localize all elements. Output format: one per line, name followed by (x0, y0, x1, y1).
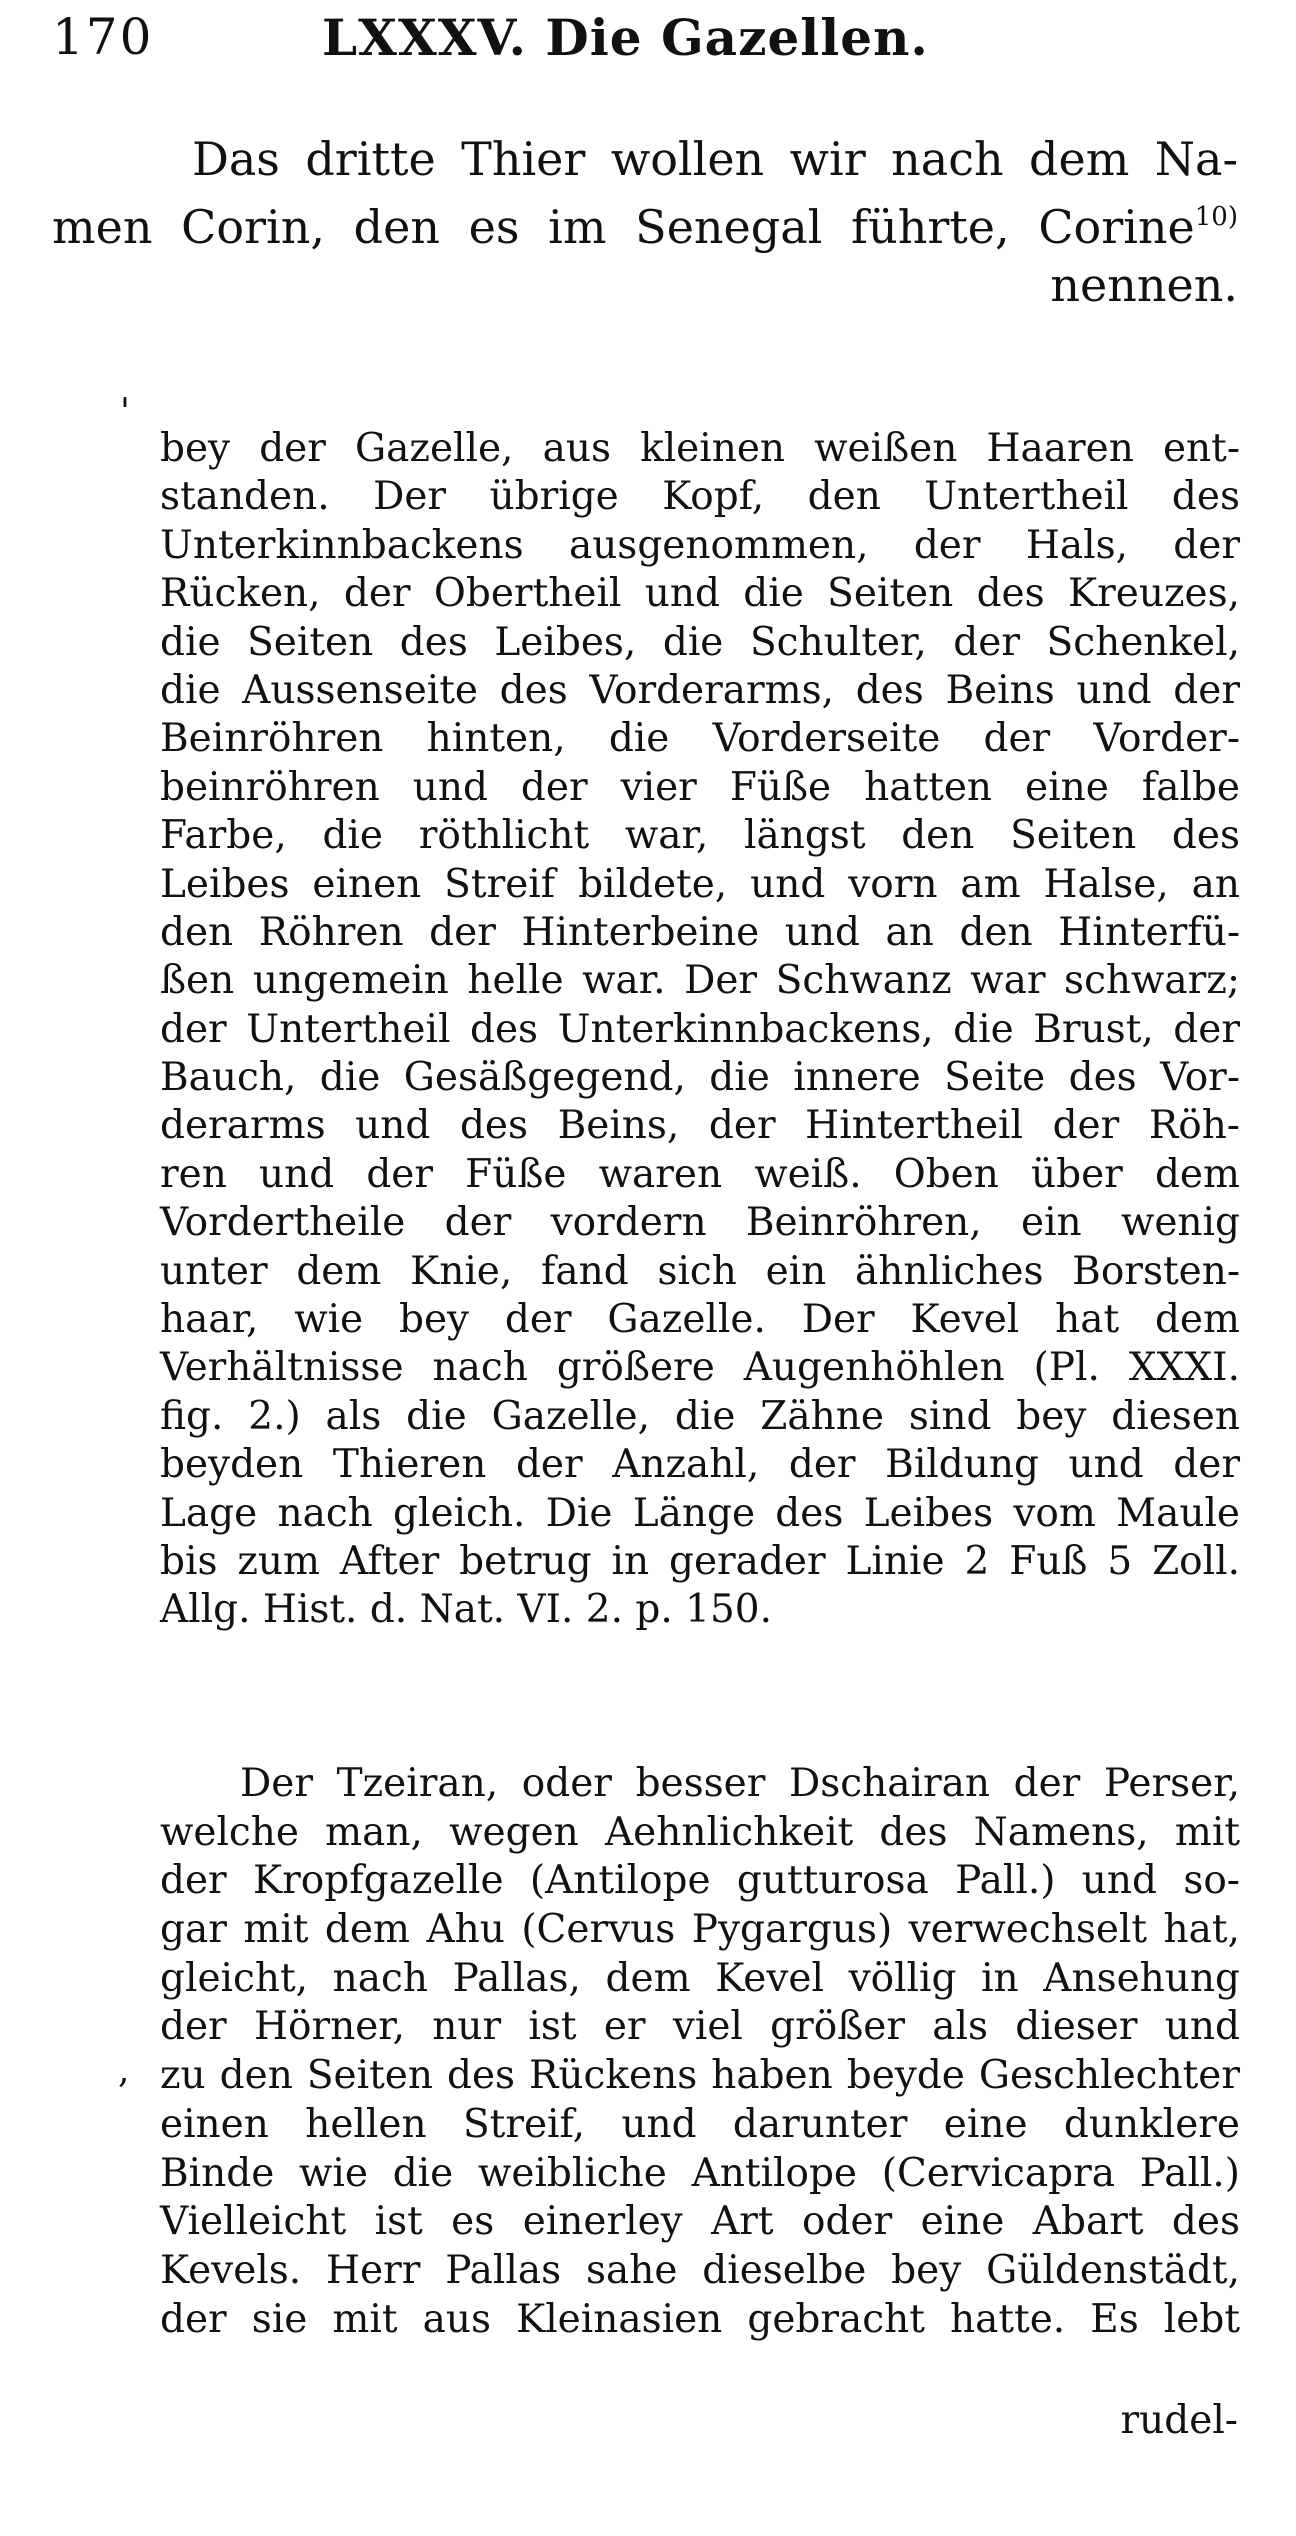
text-line: die Seiten des Leibes, die Schulter, der Schenkel, (160, 619, 1240, 665)
text-line: Kevels. Herr Pallas sahe dieselbe bey Güldenstädt, (160, 2247, 1240, 2293)
text-line: Rücken, der Obertheil und die Seiten des Kreuzes, (160, 571, 1240, 617)
text-line: bey der Gazelle, aus kleinen weißen Haaren ent- (160, 426, 1240, 471)
text-line: bis zum After betrug in gerader Linie 2 Fuß 5 Zoll. (160, 1538, 1240, 1584)
text-line: fig. 2.) als die Gazelle, die Zähne sind bey diesen (160, 1393, 1240, 1439)
intro-line: men Corin, den es im Senegal führte, Corine$^{10)}$ (52, 200, 1238, 254)
quoted-description (160, 425, 1240, 1635)
stray-ink-mark: , (118, 2050, 130, 2091)
text-line: Beinröhren hinten, die Vorderseite der Vorder- (160, 716, 1240, 762)
text-line: beyden Thieren der Anzahl, der Bildung und der (160, 1442, 1240, 1488)
intro-line: Das dritte Thier wollen wir nach dem Na- (192, 132, 1238, 186)
body-paragraph (160, 1760, 1240, 2344)
page-header (52, 8, 1252, 78)
text-line: der sie mit aus Kleinasien gebracht hatte. Es lebt (160, 2296, 1240, 2342)
text-line: die Aussenseite des Vorderarms, des Beins und der (160, 667, 1240, 713)
catchword: rudel- (1120, 2398, 1238, 2443)
text-line: Der Tzeiran, oder besser Dschairan der Perser, (240, 1761, 1240, 1806)
running-head: LXXXV. Die Gazellen. (322, 8, 929, 67)
text-line: einen hellen Streif, und darunter eine dunklere (160, 2101, 1240, 2147)
text-line: gleicht, nach Pallas, dem Kevel völlig in Ansehung (160, 1955, 1240, 2001)
text-line: Bauch, die Gesäßgegend, die innere Seite des Vor- (160, 1055, 1240, 1101)
text-line: beinröhren und der vier Füße hatten eine falbe (160, 764, 1240, 810)
text-line: ßen ungemein helle war. Der Schwanz war schwarz; (160, 958, 1240, 1004)
text-line: der Kropfgazelle (Antilope gutturosa Pall.) und so- (160, 1858, 1240, 1904)
text-line: unter dem Knie, fand sich ein ähnliches Borsten- (160, 1248, 1240, 1294)
text-line: den Röhren der Hinterbeine und an den Hinterfü- (160, 909, 1240, 955)
text-line: Leibes einen Streif bildete, und vorn am Halse, an (160, 861, 1240, 907)
text-line: ren und der Füße waren weiß. Oben über dem (160, 1151, 1240, 1197)
text-line: zu den Seiten des Rückens haben beyde Geschlechter (160, 2053, 1240, 2099)
stray-ink-mark: ' (120, 392, 130, 433)
text-line: Verhältnisse nach größere Augenhöhlen (Pl. XXXI. (160, 1345, 1240, 1391)
text-line: standen. Der übrige Kopf, den Untertheil des (160, 474, 1240, 520)
text-line: Vordertheile der vordern Beinröhren, ein wenig (160, 1200, 1240, 1246)
text-line: haar, wie bey der Gazelle. Der Kevel hat dem (160, 1297, 1240, 1343)
text-line: Farbe, die röthlicht war, längst den Seiten des (160, 813, 1240, 859)
text-line: welche man, wegen Aehnlichkeit des Namens, mit (160, 1809, 1240, 1855)
text-line: der Hörner, nur ist er viel größer als dieser und (160, 2004, 1240, 2050)
text-line: gar mit dem Ahu (Cervus Pygargus) verwechselt hat, (160, 1907, 1240, 1953)
intro-paragraph (52, 130, 1238, 314)
text-line: Lage nach gleich. Die Länge des Leibes vom Maule (160, 1490, 1240, 1536)
footnote-reference: 10) (1194, 202, 1238, 232)
intro-line: nennen. (1050, 258, 1238, 312)
citation-line: Allg. Hist. d. Nat. VI. 2. p. 150. (160, 1587, 773, 1633)
text-line: Binde wie die weibliche Antilope (Cervicapra Pall.) (160, 2150, 1240, 2196)
page-number: 170 (52, 8, 154, 66)
text-line: derarms und des Beins, der Hintertheil der Röh- (160, 1103, 1240, 1149)
text-line: der Untertheil des Unterkinnbackens, die Brust, der (160, 1006, 1240, 1052)
text-line: Vielleicht ist es einerley Art oder eine Abart des (160, 2199, 1240, 2245)
text-line: Unterkinnbackens ausgenommen, der Hals, der (160, 522, 1240, 568)
